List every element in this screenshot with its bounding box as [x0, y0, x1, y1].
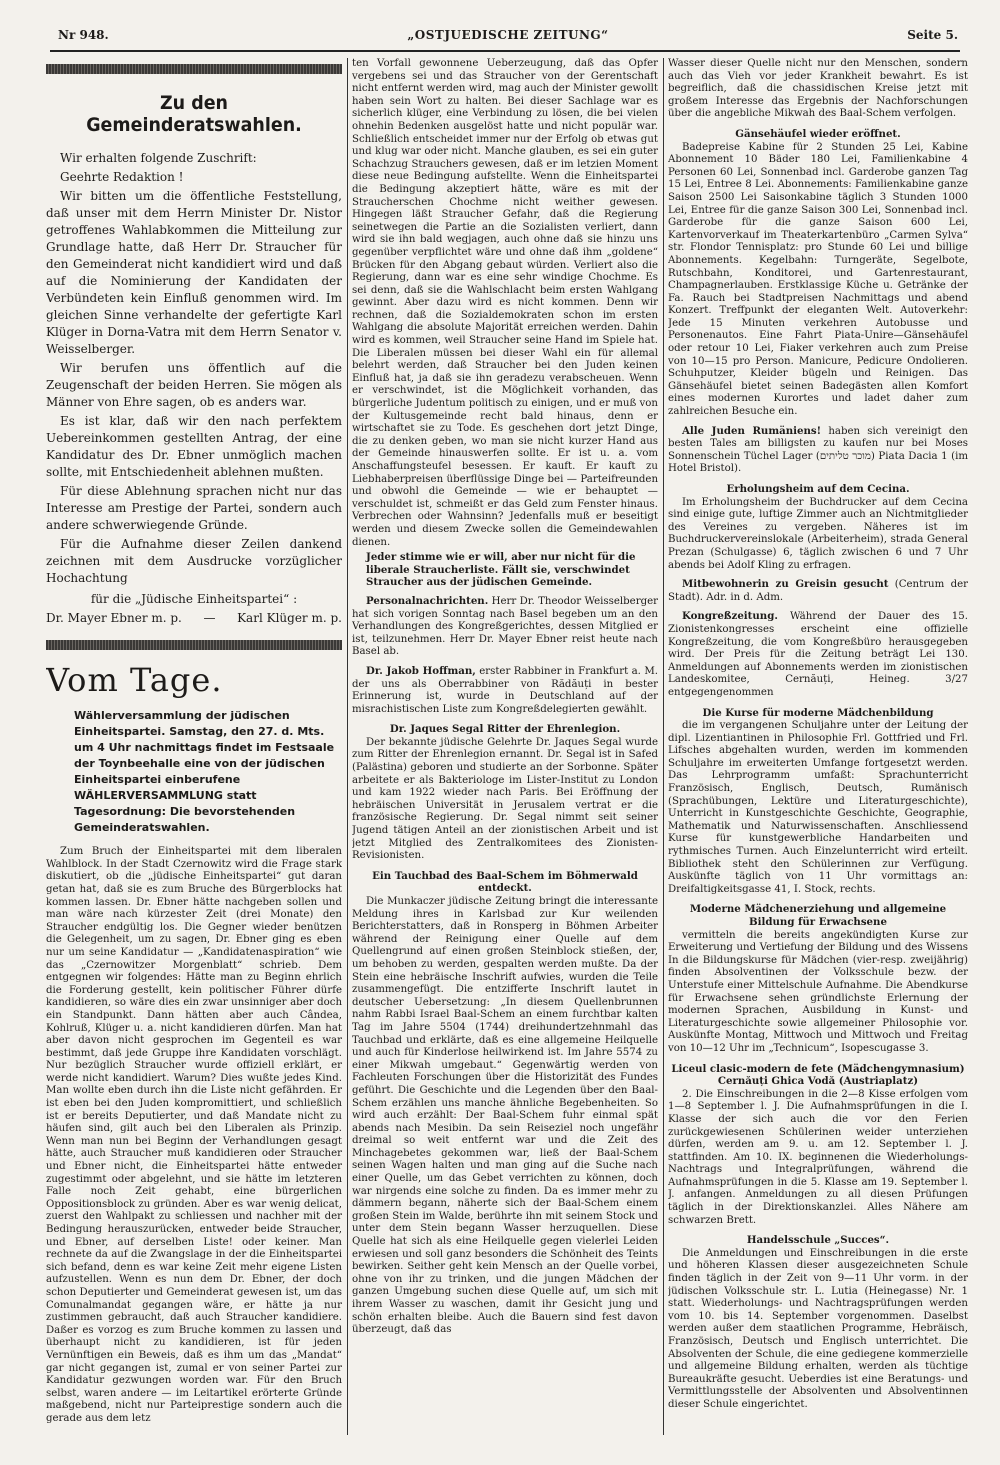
item-text: Im Erholungsheim der Buchdrucker auf dem Cecina sind einige gute, luftige Zimmer auch an Nichtmitglieder des Vereines zu vergeben. Näheres ist im Buchdruckervereinslokale (Arbeiterheim), strada General Prezan (Schulgasse) 6, täglich zwischen 6 und 7 Uhr abends bei Adolf Kling zu erfragen. [668, 496, 968, 571]
item-text: Herr Dr. Theodor Weisselberger hat sich vorigen Sonntag nach Basel begeben um an den Verhandlungen des Kongreßgerichtes, dessen Mitglied er ist, teilzunehmen. Herr Dr. Mayer Ebner reist heute nach Basel ab. [352, 595, 658, 658]
letter-body [46, 150, 342, 587]
item-text: haben sich vereinigt den besten Tales am billigsten zu kaufen nur bei Moses Sonnenschein Tüchel Lager (מוכר טליתים) Piata Dacia 1 (im Hotel Bristol). [668, 425, 968, 475]
paragraph: Wir berufen uns öffentlich auf die Zeugenschaft der beiden Herren. Sie mögen als Männer von Ehre sagen, ob es anders war. [46, 361, 342, 409]
item-text: erster Rabbiner in Frankfurt a. M. der uns als Oberrabbiner von Rădăuți in bester Erinnerung ist, wurde in Deutschland auf der misrachistischen Liste zum Kongreßdelegierten gewählt. [352, 665, 658, 715]
column-2 [352, 58, 658, 1445]
item-title: Handelsschule „Succes“. [746, 1234, 890, 1247]
meeting-announcement: Wählerversammlung der jüdischen Einheitspartei. Samstag, den 27. d. Mts. um 4 Uhr nachmittags findet im Festsaale der Toynbeehalle eine von der jüdischen Einheitspartei einberufene WÄHLERVERSAMMLUNG statt Tagesordnung: Die bevorstehenden Gemeinderatswahlen. [74, 709, 335, 835]
item-text: die im vergangenen Schuljahre unter der Leitung der dipl. Lizentiantinen in Philosophie Frl. Gottfried und Frl. Lifsches abgehalten wurden, werden im kommenden Schuljahre im erweiterten Umfange fortgesetzt werden. Das Lehrprogramm umfaßt: Sprachunterricht Französisch, Englisch, Deutsch, Rumänisch (Sprachübungen, Lektüre und Literaturgeschichte), Unterricht in Kunstgeschichte Geschichte, Geographie, Mathematik und Naturwissenschaften. Anschliessend Kurse für kunstgewerbliche Handarbeiten und rythmisches Turnen. Auch Einzelunterricht wird erteilt. Bibliothek steht den Schülerinnen zur Verfügung. Auskünfte täglich von 11 Uhr vormittags an: Dreifaltigkeitsgasse 41, I. Stock, rechts. [668, 720, 968, 895]
item-title: Ein Tauchbad des Baal-Schem im Böhmerwald entdeckt. [372, 869, 638, 895]
item-title: Mitbewohnerin zu Greisin gesucht [682, 578, 889, 591]
item-text: (Centrum der Stadt). Adr. in d. Adm. [668, 579, 968, 603]
item-text: Die Munkaczer jüdische Zeitung bringt die interessante Meldung ihres in Karlsbad zur Kur weilenden Berichterstatters, daß in Ronsperg in Böhmen Arbeiter während der Reinigung einer Quelle auf dem Quellengrund auf einen großen Steinblock stießen, der, um behoben zu werden, gespalten werden mußte. Da der Stein eine hebräische Inschrift aufwies, wurden die Teile zusammengefügt. Die entzifferte Inschrift lautet in deutscher Uebersetzung: „In diesem Quellenbrunnen nahm Rabbi Israel Baal-Schem an einem furchtbar kalten Tag im Jahre 5504 (1744) dreihundertzehnmahl das Tauchbad und erklärte, daß es eine allgemeine Heilquelle und auch für Kinderlose heilwirkend ist. Im Jahre 5574 zu einer Mikwah umgebaut.“ Gegenwärtig werden von Fachleuten Forschungen über die Historizität des Fundes geführt. Die Geschichte und die Legenden über den Baal-Schem erzählen uns manche ähnliche Begebenheiten. So wird auch erzählt: Der Baal-Schem fuhr einmal spät abends nach Mesibin. Da sein Reiseziel noch ungefähr dreimal so weit entfernt war und die Zeit des Minchagebetes gekommen war, ließ der Baal-Schem seinen Wagen halten und man ging auf die Suche nach einer Quelle, um das Gebet verrichten zu können, doch war nirgends eine solche zu finden. Da es immer mehr zu dämmern begann, näherte sich der Baal-Schem einem großen Stein im Walde, berührte ihn mit seinem Stock und unter dem Stein begann Wasser herzuquellen. Diese Quelle hat sich als eine Heilquelle gegen vielerlei Leiden erwiesen und soll ganz besonders die Schönheit des Teints bewirken. Seither geht kein Mensch an der Quelle vorbei, ohne von ihr zu trinken, und die jungen Mädchen der ganzen Umgebung suchen diese Quelle auf, um sich mit ihrem Wasser zu waschen, damit ihr Gesicht jung und schön erhalten bleibe. Auch die Bauern sind fest davon überzeugt, daß das [352, 896, 658, 1336]
paragraph: Für diese Ablehnung sprachen nicht nur das Interesse am Prestige der Partei, sondern auch andere schwerwiegende Gründe. [46, 484, 342, 532]
section-title: Vom Tage. [46, 661, 223, 700]
signature-klueger: Karl Klüger m. p. [237, 610, 342, 625]
ornamental-bar [46, 64, 342, 74]
letter-salutation: Geehrte Redaktion ! [60, 170, 184, 184]
article-title: Zu den Gemeinderatswahlen. [86, 92, 302, 136]
item-text: Während der Dauer des 15. Zionistenkongresses erscheint eine offizielle Kongreßzeitung, die vom Kongreßbüro herausgegeben wird. Der Preis für die Zeitung beträgt Lei 130. Anmeldungen auf Abonnements werden im zionistischen Landeskomitee, Cernăuți, Heineg. 3/27 entgegengenommen [668, 611, 968, 698]
item-text: 2. Die Einschreibungen in die 2—8 Kisse erfolgen vom 1—8 September l. J. Die Aufnahmsprüfungen in die I. Klasse der sich auch die vor den Ferien zurückgewiesenen Schülerinen weider unterziehen dürfen, werden am 9. u. am 12. September l. J. stattfinden. Am 10. IX. beginnenen die Wiederholungs-Nachtrags und Integralprüfungen, während die Aufnahmsprüfungen in die 5. Klasse am 19. September l. J. anfangen. Anmeldungen zu all diesen Prüfungen täglich in der Direktionskanzlei. Alles Nähere am schwarzen Brett. [668, 1088, 968, 1226]
item-title: Kongreßzeitung. [682, 610, 778, 623]
item-title: Gänsehäufel wieder eröffnet. [735, 127, 901, 140]
item-title: Die Kurse für moderne Mädchenbildung [702, 706, 934, 719]
item-title: Personalnachrichten. [366, 594, 489, 607]
paragraph: Es ist klar, daß wir den nach perfektem Uebereinkommen gestellten Antrag, der eine Kandidatur des Dr. Ebner unmöglich machen sollte, mit Entschiedenheit ablehnen mußten. [46, 414, 342, 479]
paragraph: Wir bitten um die öffentliche Feststellung, daß unser mit dem Herrn Minister Dr. Nistor getroffenes Wahlabkommen die Mitteilung zur Grundlage hatte, daß Herr Dr. Straucher für den Gemeinderat nicht kandidiert wird und daß auf die Nominierung der Kandidaten der Verbündeten kein Einfluß genommen wird. Im gleichen Sinne verhandelte der gefertigte Karl Klüger in Dorna-Vatra mit dem Herrn Senator v. Weisselberger. [46, 189, 342, 356]
column-divider [663, 58, 664, 1435]
item-title: Erholungsheim auf dem Cecina. [726, 483, 910, 495]
signature-ebner: Dr. Mayer Ebner m. p. [46, 610, 182, 625]
bold-appeal: Jeder stimme wie er will, aber nur nicht für die liberale Straucherliste. Fällt sie, verschwindet Straucher aus der jüdischen Gemeinde. [366, 551, 636, 589]
column-divider [347, 58, 348, 1435]
item-text: vermitteln die bereits angekündigten Kurse zur Erweiterung und Vertiefung der Bildung und des Wissens In die Bildungskurse für Mädchen (vier-resp. zweijährig) finden Absolventinen der Volksschule bezw. der Unterstufe einer Mittelschule Aufnahme. Die Abendkurse für Erwachsene sehen gründlichste Erlernung der modernen Sprachen, Ausbildung in Kunst- und Literaturgeschichte sowie allgemeiner Philosophie vor. Auskünfte Montag, Mittwoch und Mittwoch und Freitag von 10—12 Uhr im „Technicum“, Isopescugasse 3. [668, 929, 968, 1054]
item-text: Die Anmeldungen und Einschreibungen in die erste und höheren Klassen dieser ausgezeichneten Schule finden täglich in der Zeit von 9—11 Uhr vorm. in der jüdischen Volksschule str. L. Lutia (Heinegasse) Nr. 1 statt. Wiederholungs- und Nachtragsprüfungen werden vom 10. bis 14. September vorgenommen. Daselbst werden außer dem staatlichen Programme, Hebräisch, Französisch, Deutsch und Englisch unterrichtet. Die Absolventen der Schule, die eine gediegene kommerzielle und allgemeine Bildung erhalten, werden als tüchtige Bureaukräfte gesucht. Ueberdies ist eine Beratungs- und Vermittlungsstelle der Absolventen und Absolventinnen dieser Schule eingerichtet. [668, 1247, 968, 1410]
column-1 [46, 58, 342, 1445]
item-title: Alle Juden Rumäniens! [682, 424, 822, 437]
item-title: Dr. Jaques Segal Ritter der Ehrenlegion. [389, 723, 621, 736]
signature-separator: — [203, 610, 216, 625]
header-rule [50, 50, 960, 52]
issue-number: Nr 948. [58, 28, 109, 42]
paragraph: ten Vorfall gewonnene Ueberzeugung, daß das Opfer vergebens sei und das Straucher von der Gerentschaft nicht entfernt werden wird, mag auch der Minister gewollt haben sein Wort zu halten. Bei dieser Sachlage war es sicherlich klüger, eine Verbindung zu lösen, die bei vielen ohnehin Bedenken ausgelöst hatte und nicht populär war. Schließlich entscheidet immer nur der Erfolg ob etwas gut und klug war oder nicht. Manche glauben, es sei ein guter Schachzug Strauchers gewesen, daß er im letzien Moment diese neue Bedingung aufstellte. Wenn die Einheitspartei die Bedingung akzeptiert hätte, wäre es mit der Straucherschen Chochme nicht weither gewesen. Hingegen läßt Straucher Gefahr, daß die Regierung seinetwegen die Partie an die Sozialisten verliert, dann wird sie ihn bald wegjagen, auch ohne daß sie hinzu uns gegenüber verpflichtet wäre und ohne daß ihm „goldene“ Brücken für den Abgang gebaut würden. Verliert also die Regierung, dann war es eine sehr windige Chochme. Es sei denn, daß sie die Wahlschlacht beim ersten Wahlgang gewinnt. Aber dazu wird es nicht kommen. Denn wir rechnen, daß die Sozialdemokraten schon im ersten Wahlgang die absolute Majorität erreichen werden. Dahin wird es kommen, weil Straucher seine Hand im Spiele hat. Die Liberalen müssen bei dieser Wahl ein für allemal belehrt werden, daß Straucher bei den Juden keinen Einfluß hat, ja daß sie ihn geradezu verabscheuen. Wenn er verschwindet, ist die Möglichkeit vorhanden, das bürgerliche Judentum politisch zu einigen, und er muß von der Kultusgemeinde recht bald hinaus, denn er wirtschaftet sie zu Tode. Es geschehen dort jetzt Dinge, die zu denken geben, wo man sie nicht kurzer Hand aus der Gemeinde hinauswerfen sollte. Er ist u. a. vom Anschaffungsteufel besessen. Er kauft. Er kauft zu Liebhaberpreisen überflüssige Dinge bei — Parteifreunden und obwohl die Gemeinde — wie er behauptet — verschuldet ist, schmeißt er das Geld zum Fenster hinaus. Verbrechen oder Wahnsinn? Jedenfalls muß er beseitigt werden und diesem Zwecke sollen die Gemeindewahlen dienen. [352, 58, 658, 548]
column-3 [668, 58, 968, 1445]
item-title: Dr. Jakob Hoffman, [366, 664, 476, 677]
news-item [668, 610, 968, 699]
paragraph: Zum Bruch der Einheitspartei mit dem liberalen Wahlblock. In der Stadt Czernowitz wird die Frage stark diskutiert, ob die „jüdische Einheitspartei“ gut daran getan hat, daß sie es zum Bruche des Bürgerblocks hat kommen lassen. Dr. Ebner hätte nachgeben sollen und man wäre nach kürzester Zeit (drei Monate) den Straucher endgültig los. Die Gegner wieder benützen die Gelegenheit, um zu sagen, Dr. Ebner ging es eben nur um seine Kandidatur — „Kandidatenaspiration“ wie das „Czernowitzer Morgenblatt“ schrieb. Dem entgegnen wir folgendes: Hätte man zu Beginn ehrlich die Forderung gestellt, kein politischer Führer dürfe kandidieren, so wäre dies ein zwar unsinniger aber doch ein Standpunkt. Dann hätten aber auch Cândea, Kohlruß, Klüger u. a. nicht kandidieren dürfen. Man hat aber davon nicht gesprochen im Gegenteil es war bestimmt, daß jede Gruppe ihre Kandidaten vorschlägt. Nur bezüglich Straucher wurde offiziell erklärt, er werde nicht kandidiert. Warum? Dies wußte jedes Kind. Man wollte eben durch ihn die Liste nicht gefährden. Er ist eben bei den Juden kompromittiert, und schließlich ist er bereits Deputierter, und daß Mandate nicht zu häufen sind, gilt auch bei den Liberalen als Prinzip. Wenn man nun bei Beginn der Verhandlungen gesagt hätte, auch Straucher muß kandidieren oder Straucher und Ebner nicht, die Einheitspartei hätte entweder zugestimmt oder abgelehnt, und sie hätte im letzteren Falle noch Zeit gehabt, eine bürgerlichen Oppositionsblock zu gründen. Aber es war wenig delicat, zuerst den Wahlpakt zu schliessen und nachher mit der Bedingung herauszurücken, entweder beide Straucher, und Ebner, auf derselben Liste! oder keiner. Man rechnete da auf die Zwangslage in der die Einheitspartei sich befand, denn es war keine Zeit mehr eigene Listen aufzustellen. Wenn es nun dem Dr. Ebner, der doch schon Deputierter und Gemeinderat gewesen ist, um das Comunalmandat gegangen wäre, er hätte ja nur zustimmen gebraucht, daß auch Straucher kandidiere. Daßer es vorzog es zum Bruche kommen zu lassen und überhaupt nicht zu kandidieren, ist für jeden Vernünftigen ein Beweis, daß es ihm um das „Mandat“ gar nicht gegangen ist, zumal er von seiner Partei zur Kandidatur gezwungen worden war. Für den Bruch selbst, waren andere — im Leitartikel erörterte Gründe maßgebend, nicht nur Parteiprestige sondern auch die gerade aus dem letz [46, 846, 342, 1424]
signatures [46, 612, 342, 625]
newspaper-title: „OSTJUEDISCHE ZEITUNG“ [407, 28, 609, 42]
item-title: Moderne Mädchenerziehung und allgemeine Bildung für Erwachsene [689, 903, 947, 928]
news-item [352, 595, 658, 659]
letter-intro: Wir erhalten folgende Zuschrift: [60, 151, 257, 165]
party-line: für die „Jüdische Einheitspartei“ : [90, 592, 298, 606]
news-item [668, 425, 968, 476]
paragraph: Für die Aufnahme dieser Zeilen dankend zeichnen mit dem Ausdrucke vorzüglicher Hochachtung [46, 537, 342, 585]
paragraph: Wasser dieser Quelle nicht nur den Menschen, sondern auch das Vieh vor jeder Krankheit bewahrt. Es ist begreiflich, daß die chassidischen Kreise jetzt mit großem Interesse das Ergebnis der Nachforschungen über die angebliche Mikwah des Baal-Schem verfolgen. [668, 58, 968, 120]
item-text: Badepreise Kabine für 2 Stunden 25 Lei, Kabine Abonnement 10 Bäder 180 Lei, Familienkabine 4 Personen 60 Lei, Sonnenbad incl. Garderobe ganzen Tag 15 Lei, Entree 8 Lei. Abonnements: Familienkabine ganze Saison 2500 Lei Saisonkabine täglich 3 Stunden 1000 Lei, Entree für die ganze Saison 300 Lei, Sonnenbad incl. Garderobe für die ganze Saison 600 Lei, Kartenvorverkauf im Theaterkartenbüro „Carmen Sylva“ str. Flondor Tennisplatz: pro Stunde 60 Lei und billige Abonnements. Kegelbahn: Turngeräte, Segelbote, Rutschbahn, Konditorei, und Gartenrestaurant, Champagnerlauben. Erstklassige Küche u. Getränke der Fa. Rauch bei Stadtpreisen Nachmittags und abend Konzert. Treffpunkt der eleganten Welt. Autoverkehr: Jede 15 Minuten verkehren Autobusse und Personenautos. Eine Fahrt Piata-Unire—Gänsehäufel oder retour 10 Lei, Fiaker verkehren auch zum Preise von 10—15 pro Person. Manicure, Pedicure Ondolieren. Schuhputzer, Kleider bügeln und Reinigen. Das Gänsehäufel bietet seinen Badegästen allen Komfort eines modernen Kurortes und ladet daher zum zahlreichen Besuche ein. [668, 141, 968, 418]
ornamental-bar [46, 640, 342, 650]
item-text: Der bekannte jüdische Gelehrte Dr. Jaques Segal wurde zum Ritter der Ehrenlegion ernannt. Dr. Segal ist in Safed (Palästina) geboren und studierte an der Sorbonne. Später arbeitete er als Bakteriologe im Lister-Institut zu London und kam 1922 wieder nach Paris. Bei Eröffnung der hebräischen Universität in Jerusalem vertrat er die französische Regierung. Dr. Segal nimmt seit seiner Jugend tätigen Anteil an der zionistischen Arbeit und ist jetzt Mitglied des Zentralkomitees des Zionisten-Revisionisten. [352, 736, 658, 862]
page-number: Seite 5. [907, 28, 958, 42]
news-item [668, 578, 968, 604]
page-header [58, 28, 958, 48]
item-title: Liceul clasic-modern de fete (Mädchengymnasium) Cernăuți Ghica Vodă (Austriaplatz) [671, 1062, 965, 1088]
news-item [352, 665, 658, 716]
